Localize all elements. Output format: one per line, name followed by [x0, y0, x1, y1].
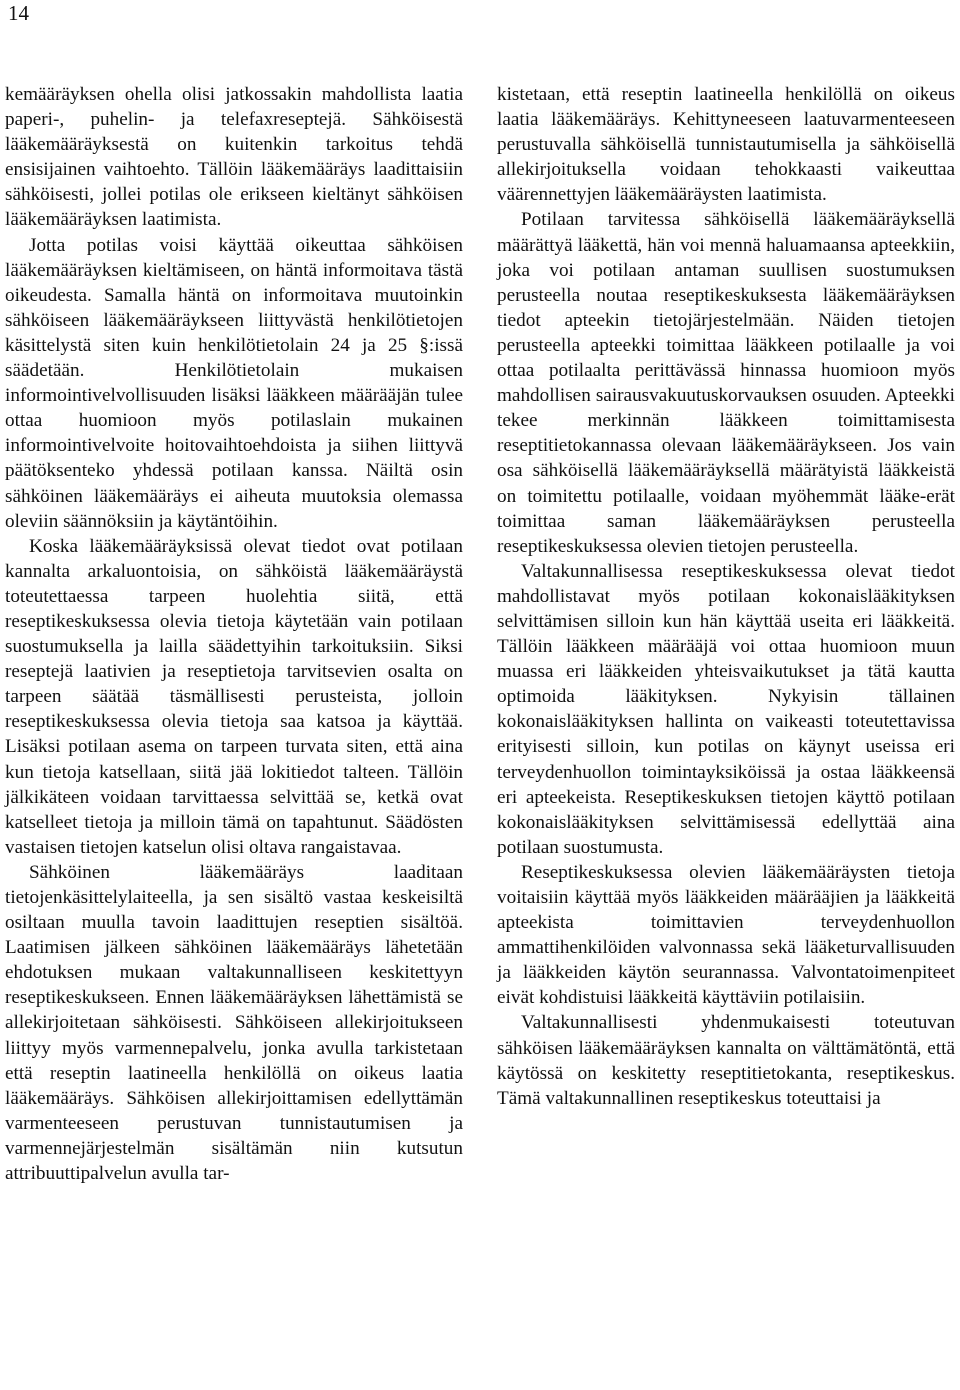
- right-column: [497, 82, 955, 1111]
- left-paragraph-1: kemääräyksen ohella olisi jatkossakin mahdollista laatia paperi-, puhelin- ja telefaxreseptejä. Sähköisestä lääkemääräyksestä on kuitenkin tarkoitus tehdä ensisijainen vaihtoehto. Tällöin lääkemääräys laadittaisiin sähköisesti, jollei potilas ole erikseen kieltänyt sähköisen lääkemääräyksen laatimista.: [5, 84, 463, 231]
- page-number: 14: [8, 1, 29, 25]
- right-paragraph-2: Potilaan tarvitessa sähköisellä lääkemääräyksellä määrättyä lääkettä, hän voi mennä haluamaansa apteekkiin, joka voi potilaan antaman suullisen suostumuksen perusteella noutaa reseptikeskuksesta lääkemääräyksen tiedot apteekin tietojärjestelmään. Näiden tietojen perusteella apteekki toimittaa lääkkeen potilaalle ja voi ottaa potilaalta perittävässä hinnassa huomioon myös mahdollisen sairausvakuutuskorvauksen osuuden. Apteekki tekee merkinnän lääkkeen toimittamisesta reseptitietokannassa olevaan lääkemääräykseen. Jos vain osa sähköisellä lääkemääräyksellä määrätyistä lääkkeistä on toimitettu potilaalle, voidaan myöhemmät lääke-erät toimittaa saman lääkemääräyksen perusteella reseptikeskuksessa olevien tietojen perusteella.: [497, 209, 955, 557]
- right-paragraph-3: Valtakunnallisessa reseptikeskuksessa olevat tiedot mahdollistavat myös potilaan kokonaislääkityksen selvittämisen silloin kun hän käyttää useita eri lääkkeitä. Tällöin lääkkeen määrääjä voi ottaa huomioon muun muassa eri lääkkeiden yhteisvaikutukset ja tätä kautta optimoida lääkityksen. Nykyisin tällainen kokonaislääkityksen hallinta on vaikeasti toteutettavissa erityisesti silloin, kun potilas on käynyt useissa eri terveydenhuollon toimintayksiköissä ja ostaa lääkkeensä eri apteekeista. Reseptikeskuksen tietojen käyttö potilaan kokonaislääkityksen selvittämisessä edellyttää aina potilaan suostumusta.: [497, 560, 955, 858]
- right-paragraph-4: Reseptikeskuksessa olevien lääkemääräysten tietoja voitaisiin käyttää myös lääkkeiden määrääjien ja lääkkeitä apteekista toimittavien terveydenhuollon ammattihenkilöiden valvonnassa sekä lääketurvallisuuden ja lääkkeiden käytön seurannassa. Valvontatoimenpiteet eivät kohdistuisi lääkkeitä käyttäviin potilaisiin.: [497, 861, 955, 1009]
- right-paragraph-1: kistetaan, että reseptin laatineella henkilöllä on oikeus laatia lääkemääräys. Kehittyneeseen laatuvarmenteeseen perustuvalla sähköisellä tunnistautumisella ja sähköisellä allekirjoituksella voidaan tehokkaasti vaikeuttaa väärennettyjen lääkemääräysten laatimista.: [497, 84, 955, 206]
- left-paragraph-4: Sähköinen lääkemääräys laaditaan tietojenkäsittelylaiteella, ja sen sisältö vastaa keskeisiltä osiltaan muulla tavoin laadittujen reseptien sisältöä. Laatimisen jälkeen sähköinen lääkemääräys lähetetään ehdotuksen mukaan valtakunnalliseen keskitettyyn reseptikeskukseen. Ennen lääkemääräyksen lähettämistä se allekirjoitetaan sähköisesti. Sähköiseen allekirjoitukseen liittyy myös varmennepalvelu, jonka avulla tarkistetaan että reseptin laatineella henkilöllä on oikeus laatia lääkemääräys. Sähköisen allekirjoittamisen edellyttämän varmenteeseen perustuvan tunnistautumisen ja varmennejärjestelmän sisältämän niin kutsutun attribuuttipalvelun avulla tar-: [5, 861, 463, 1185]
- right-paragraph-5: Valtakunnallisesti yhdenmukaisesti toteutuvan sähköisen lääkemääräyksen kannalta on välttämätöntä, että käytössä on keskitetty reseptitietokanta, reseptikeskus. Tämä valtakunnallinen reseptikeskus toteuttaisi ja: [497, 1012, 955, 1109]
- left-column: [5, 82, 463, 1186]
- left-paragraph-2: Jotta potilas voisi käyttää oikeuttaa sähköisen lääkemääräyksen kieltämiseen, on häntä informoitava tästä oikeudesta. Samalla häntä on informoitava muutoinkin sähköiseen lääkemääräykseen liittyvästä henkilötietojen käsittelystä siten kuin henkilötietolain 24 ja 25 §:issä säädetään. Henkilötietolain mukaisen informointivelvollisuuden lisäksi lääkkeen määrääjän tulee ottaa huomioon myös potilaslain mukainen informointivelvoite hoitovaihtoehdoista ja siihen liittyvä päätöksenteko yhdessä potilaan kanssa. Näiltä osin sähköinen lääkemääräys ei aiheuta muutoksia olemassa oleviin säännöksiin ja käytäntöihin.: [5, 234, 463, 532]
- left-paragraph-3: Koska lääkemääräyksissä olevat tiedot ovat potilaan kannalta arkaluontoisia, on sähköistä lääkemääräystä toteutettaessa tarpeen huolehtia siitä, että reseptikeskuksessa olevia tietoja käytetään vain potilaan suostumuksella ja lailla säädettyihin tarkoituksiin. Siksi reseptejä laativien ja reseptietoja tarvitsevien osalta on tarpeen säätää täsmällisesti perusteista, jolloin reseptikeskuksessa olevia tietoja saa katsoa ja käyttää. Lisäksi potilaan asema on tarpeen turvata siten, että aina kun tietoja katsellaan, siitä jää lokitiedot talteen. Tällöin jälkikäteen voidaan tarvittaessa selvittää se, ketkä ovat katselleet tietoja ja milloin tämä on tapahtunut. Säädösten vastaisen tietojen katselun olisi oltava rangaistavaa.: [5, 535, 463, 858]
